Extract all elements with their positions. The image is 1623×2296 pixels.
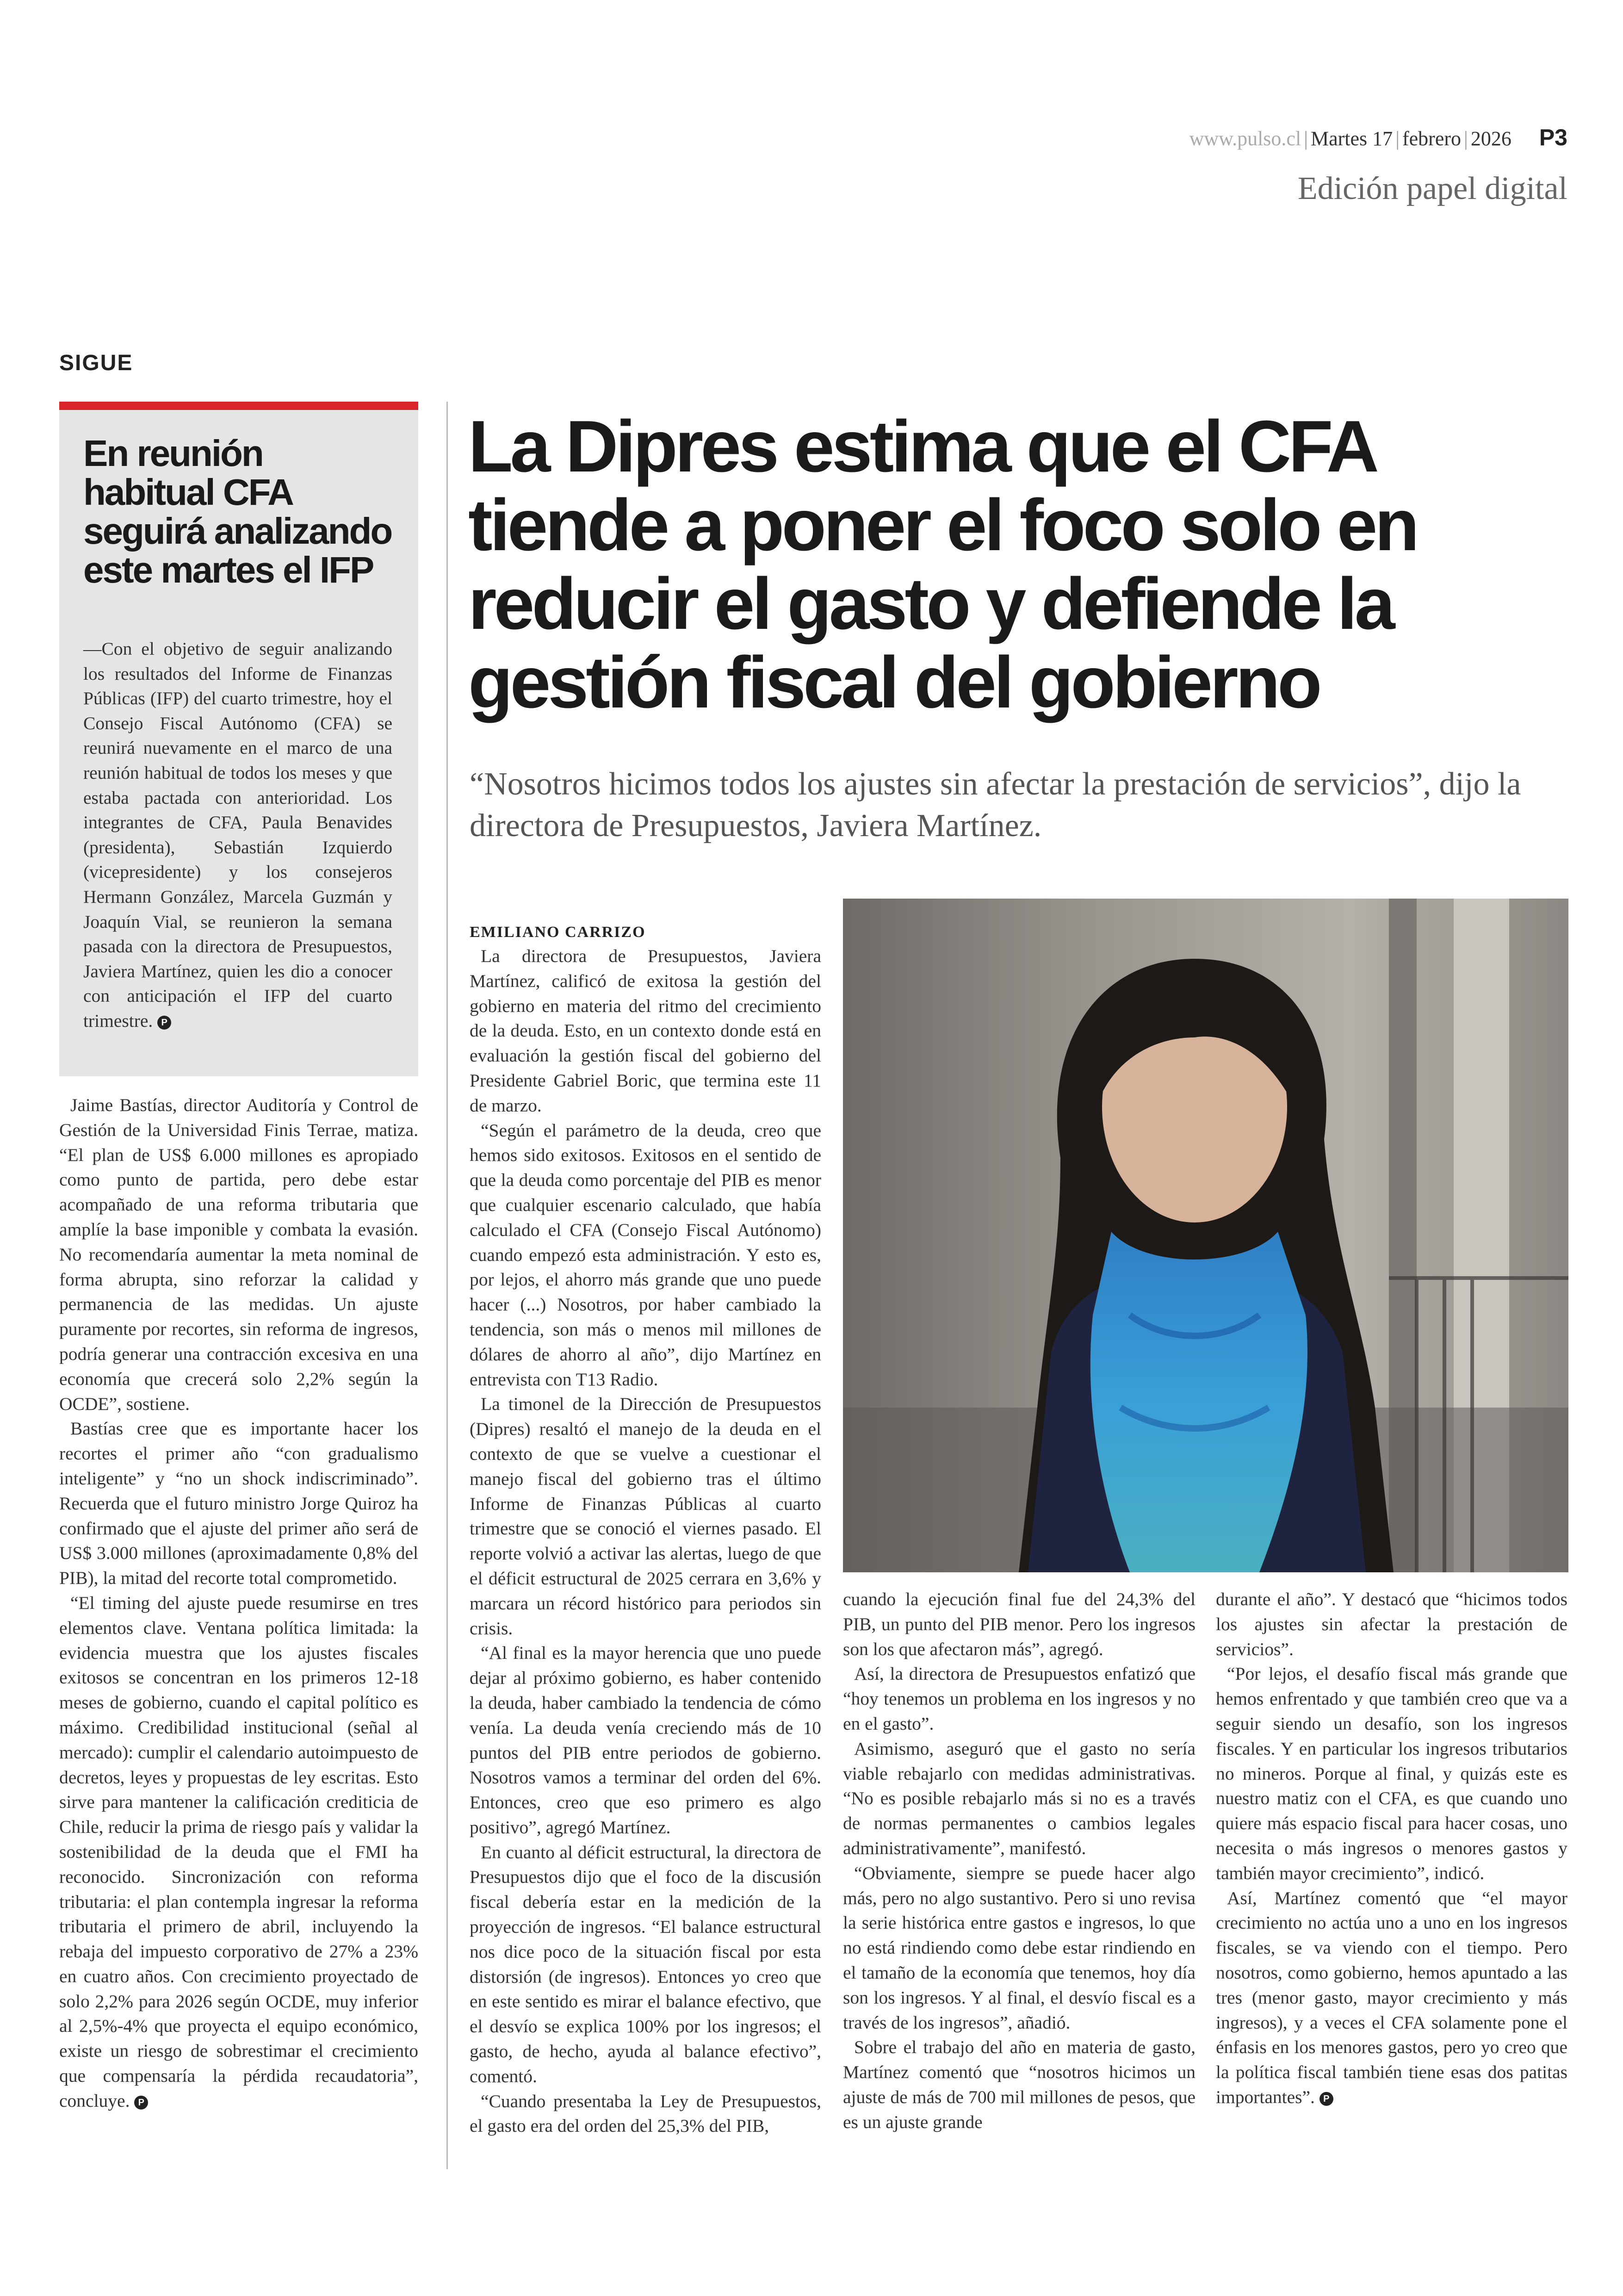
article-paragraph: Asimismo, aseguró que el gasto no sería viable rebajarlo con medidas administrativas. “No es posible rebajarlo más si no es a través de normas permanentes o cambios legales administrativamente”, manifestó. — [843, 1738, 1196, 1858]
end-mark-icon: P — [157, 1016, 171, 1030]
page-number: P3 — [1539, 124, 1567, 150]
article-paragraph: Sobre el trabajo del año en materia de gasto, Martínez comentó que “nosotros hicimos un ajuste de más de 700 mil millones de pesos, que es un ajuste grande — [843, 2037, 1196, 2132]
article-column-1 — [470, 921, 821, 2139]
section-label: SIGUE — [59, 351, 133, 375]
edition-label: Edición papel digital — [1297, 171, 1567, 206]
article-paragraph: “Al final es la mayor herencia que uno puede dejar al próximo gobierno, es haber contenido la deuda, haber cambiado la tendencia de cómo venía. La deuda venía creciendo más de 10 puntos del PIB entre periodos de gobierno. Nosotros vamos a terminar del orden del 6%. Entonces, creo que eso primero es algo positivo”, agregó Martínez. — [470, 1643, 821, 1837]
portrait-illustration — [843, 899, 1568, 1572]
article-photo — [843, 899, 1568, 1572]
article-paragraph: durante el año”. Y destacó que “hicimos todos los ajustes sin afectar la prestación de servicios”. — [1216, 1589, 1567, 1659]
sidebar-title: En reunión habitual CFA seguirá analizando este martes el IFP — [83, 433, 392, 590]
byline: EMILIANO CARRIZO — [470, 924, 646, 941]
left-paragraph-2: Bastías cree que es importante hacer los recortes el primer año “con gradualismo inteligente” y “no un shock indiscriminado”. Recuerda que el futuro ministro Jorge Quiroz ha confirmado que el ajuste del primer año será de US$ 3.000 millones (aproximadamente 0,8% del PIB), la mitad del recorte total comprometido. — [59, 1418, 418, 1589]
sidebar-box — [59, 402, 418, 1076]
article-paragraph: cuando la ejecución final fue del 24,3% del PIB, un punto del PIB menor. Pero los ingresos son los que afectaron más”, agregó. — [843, 1589, 1196, 1659]
column-divider — [446, 402, 448, 2169]
article-paragraph: Así, Martínez comentó que “el mayor crecimiento no actúa uno a uno en los ingresos fiscales, se va viendo con el tiempo. Pero nosotros, como gobierno, hemos apuntado a las tres (menor gasto, mayor crecimiento y más ingresos), y a veces el CFA solamente pone el énfasis en los menores gastos, pero yo creo que la política fiscal también tiene esas dos patitas importantes”. P — [1216, 1887, 1567, 2107]
article-paragraph: “Por lejos, el desafío fiscal más grande que hemos enfrentado y que también creo que va a seguir siendo un desafío, son los ingresos fiscales. Y en particular los ingresos tributarios no mineros. Porque al final, y quizás este es nuestro matiz con el CFA, es que cuando uno quiere más espacio fiscal para hacer cosas, uno necesita o más ingresos o menores gastos y también mayor crecimiento”, indicó. — [1216, 1663, 1567, 1883]
article-paragraph: La timonel de la Dirección de Presupuestos (Dipres) resaltó el manejo de la deuda en el contexto de que se vuelve a cuestionar el manejo fiscal del gobierno tras el último Informe de Finanzas Públicas al cuarto trimestre que se conoció el viernes pasado. El reporte volvió a activar las alertas, luego de que el déficit estructural de 2025 cerrara en 3,6% y marcara un récord histórico para periodos sin crisis. — [470, 1394, 821, 1638]
headline: La Dipres estima que el CFA tiende a poner el foco solo en reducir el gasto y defiende la gestión fiscal del gobierno — [468, 406, 1417, 723]
left-column — [59, 1093, 418, 2114]
site-url[interactable]: www.pulso.cl — [1189, 127, 1301, 150]
end-mark-icon: P — [134, 2096, 148, 2110]
date-year: 2026 — [1470, 127, 1511, 150]
left-paragraph-3: “El timing del ajuste puede resumirse en tres elementos clave. Ventana política limitada: la evidencia muestra que los ajustes fiscales exitosos se concentran en los primeros 12-18 meses de gobierno, cuando el capital político es máximo. Credibilidad institucional (señal al mercado): cumplir el calendario autoimpuesto de decretos, leyes y propuestas de ley escritas. Esto sirve para mantener la calificación crediticia de Chile, reducir la prima de riesgo país y validar la sostenibilidad de la deuda que el FMI ha reconocido. Sincronización con reforma tributaria: el plan contempla ingresar la reforma tributaria el primero de abril, incluyendo la rebaja del impuesto corporativo de 27% a 23% en cuatro años. Con crecimiento proyectado de solo 2,2% para 2026 según OCDE, muy inferior al 2,5%-4% que proyecta el equipo económico, existe un riesgo de sobrestimar el crecimiento que compensaría la pérdida recaudatoria”, concluye. P — [59, 1592, 418, 2111]
left-paragraph-1: Jaime Bastías, director Auditoría y Control de Gestión de la Universidad Finis Terrae, matiza. “El plan de US$ 6.000 millones es apropiado como punto de partida, pero debe estar acompañado de una reforma tributaria que amplíe la base imponible y combata la evasión. No recomendaría aumentar la meta nominal de forma abrupta, sino reforzar la calidad y permanencia de las medidas. Un ajuste puramente por recortes, sin reforma de ingresos, podría generar una contracción excesiva en una economía que crecerá solo 2,2% según la OCDE”, sostiene. — [59, 1095, 418, 1414]
article-paragraph: Así, la directora de Presupuestos enfatizó que “hoy tenemos un problema en los ingresos y no en el gasto”. — [843, 1663, 1196, 1734]
dek: “Nosotros hicimos todos los ajustes sin afectar la prestación de servicios”, dijo la directora de Presupuestos, Javiera Martínez. — [470, 766, 1521, 844]
date-day: Martes 17 — [1311, 127, 1393, 150]
article-column-2 — [843, 1587, 1196, 2135]
masthead-line: www.pulso.cl | Martes 17 | febrero | 2026 P3 — [1189, 124, 1567, 150]
date-month: febrero — [1402, 127, 1462, 150]
sidebar-body: —Con el objetivo de seguir analizando los resultados del Informe de Finanzas Públicas (IFP) del cuarto trimestre, hoy el Consejo Fiscal Autónomo (CFA) se reunirá nuevamente en el marco de una reunión habitual de todos los meses y que estaba pactada con anterioridad. Los integrantes de CFA, Paula Benavides (presidenta), Sebastián Izquierdo (vicepresidente) y los consejeros Hermann González, Marcela Guzmán y Joaquín Vial, se reunieron la semana pasada con la directora de Presupuestos, Javiera Martínez, quien les dio a conocer con anticipación el IFP del cuarto trimestre. P — [83, 639, 392, 1031]
end-mark-icon: P — [1319, 2092, 1333, 2106]
article-paragraph: La directora de Presupuestos, Javiera Martínez, calificó de exitosa la gestión del gobierno en materia del ritmo del crecimiento de la deuda. Esto, en un contexto donde está en evaluación la gestión fiscal del gobierno del Presidente Gabriel Boric, que termina este 11 de marzo. — [470, 946, 821, 1116]
article-column-3 — [1216, 1587, 1567, 2110]
article-paragraph: “Según el parámetro de la deuda, creo que hemos sido exitosos. Exitosos en el sentido de que la deuda como porcentaje del PIB es menor que cualquier escenario calculado, que había calculado el CFA (Consejo Fiscal Autónomo) cuando empezó esta administración. Y esto es, por lejos, el ahorro más grande que uno puede hacer (...) Nosotros, por haber cambiado la tendencia, son más o menos mil millones de dólares de ahorro al año”, dijo Martínez en entrevista con T13 Radio. — [470, 1120, 821, 1390]
article-paragraph: En cuanto al déficit estructural, la directora de Presupuestos dijo que el foco de la discusión fiscal debería estar en la medición de la proyección de ingresos. “El balance estructural nos dice poco de la situación fiscal por esta distorsión (de ingresos). Entonces yo creo que en este sentido es mirar el balance efectivo, que el desvío se explica 100% por los ingresos; el gasto, de hecho, ayuda al balance efectivo”, comentó. — [470, 1842, 821, 2086]
article-paragraph: “Obviamente, siempre se puede hacer algo más, pero no algo sustantivo. Pero si uno revisa la serie histórica entre gastos e ingresos, lo que no está rindiendo como debe estar rindiendo en el tamaño de la economía que tenemos, hoy día son los ingresos. Y al final, el desvío fiscal es a través de los ingresos”, añadió. — [843, 1862, 1196, 2033]
article-paragraph: “Cuando presentaba la Ley de Presupuestos, el gasto era del orden del 25,3% del PIB, — [470, 2091, 821, 2136]
